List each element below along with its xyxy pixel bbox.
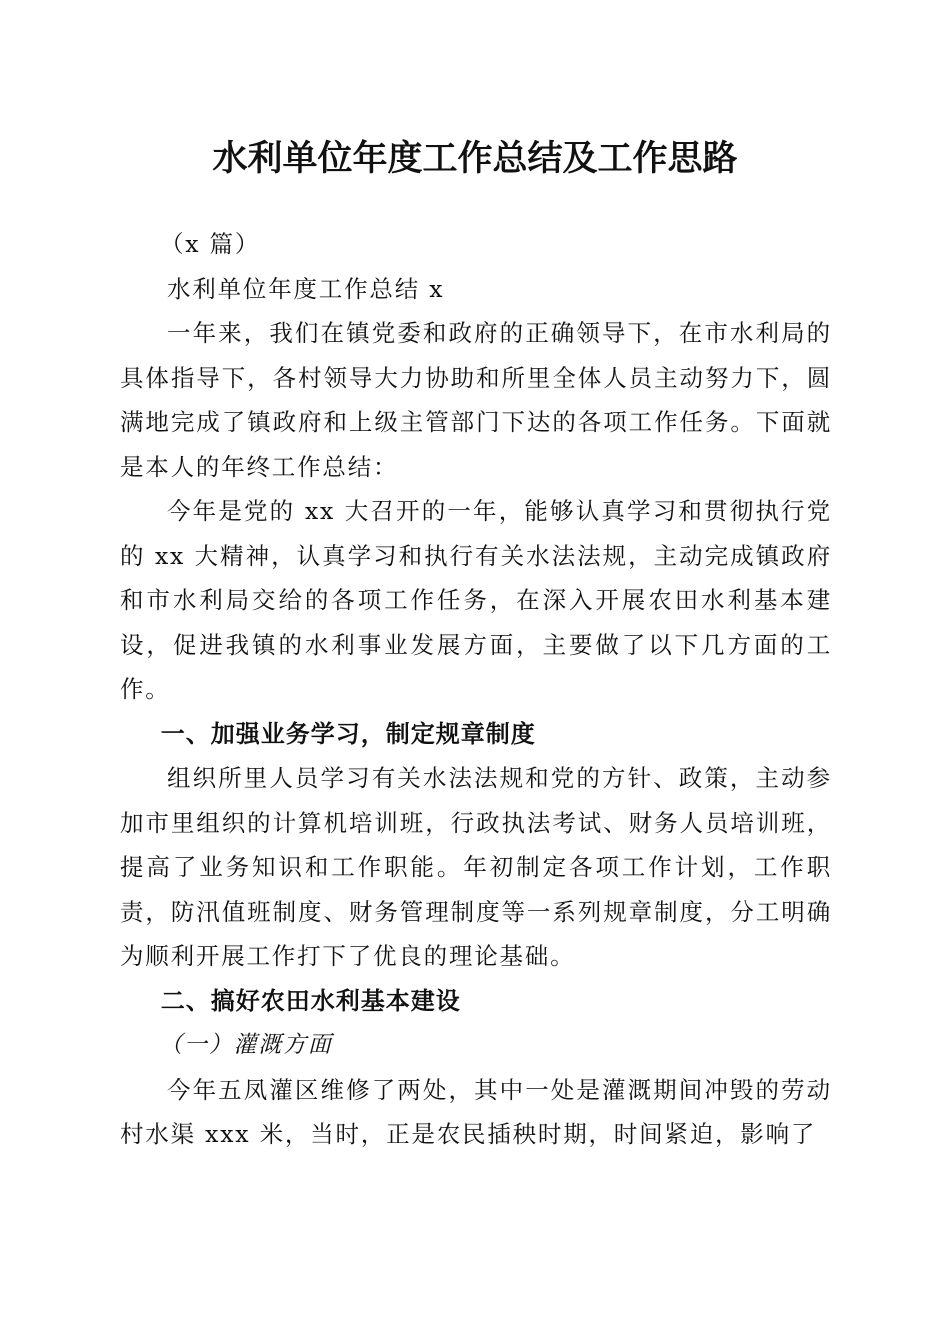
section-heading-2: 二、搞好农田水利基本建设 [160,986,461,1015]
section-label: （x 篇） [159,230,261,258]
subsection-heading: （一）灌溉方面 [159,1032,333,1058]
body-paragraph: 今年是党的 xx 大召开的一年，能够认真学习和贯彻执行党的 xx 大精神，认真学习和执行有关水法法规，主动完成镇政府和市水利局交给的各项工作任务，在深入开展农田水利基本建设，促进我镇的水利事业发展方面，主要做了以下几方面的工作。 [120,497,832,703]
document-title: 水利单位年度工作总结及工作思路 [212,138,738,179]
intro-paragraph: 一年来，我们在镇党委和政府的正确领导下，在市水利局的具体指导下，各村领导大力协助和所里全体人员主动努力下，圆满地完成了镇政府和上级主管部门下达的各项工作任务。下面就是本人的年终工作总结： [120,319,832,481]
section-heading-1: 一、加强业务学习，制定规章制度 [160,719,536,748]
body-paragraph: 今年五凤灌区维修了两处，其中一处是灌溉期间冲毁的劳动村水渠 xxx 米，当时，正是农民插秧时期，时间紧迫，影响了 [120,1075,832,1148]
subtitle-paragraph: 水利单位年度工作总结 x [167,274,445,303]
document-body [120,222,832,1157]
body-paragraph: 组织所里人员学习有关水法法规和党的方针、政策，主动参加市里组织的计算机培训班，行政执法考试、财务人员培训班，提高了业务知识和工作职能。年初制定各项工作计划，工作职责，防汛值班制度、财务管理制度等一系列规章制度，分工明确为顺利开展工作打下了优良的理论基础。 [120,764,832,970]
